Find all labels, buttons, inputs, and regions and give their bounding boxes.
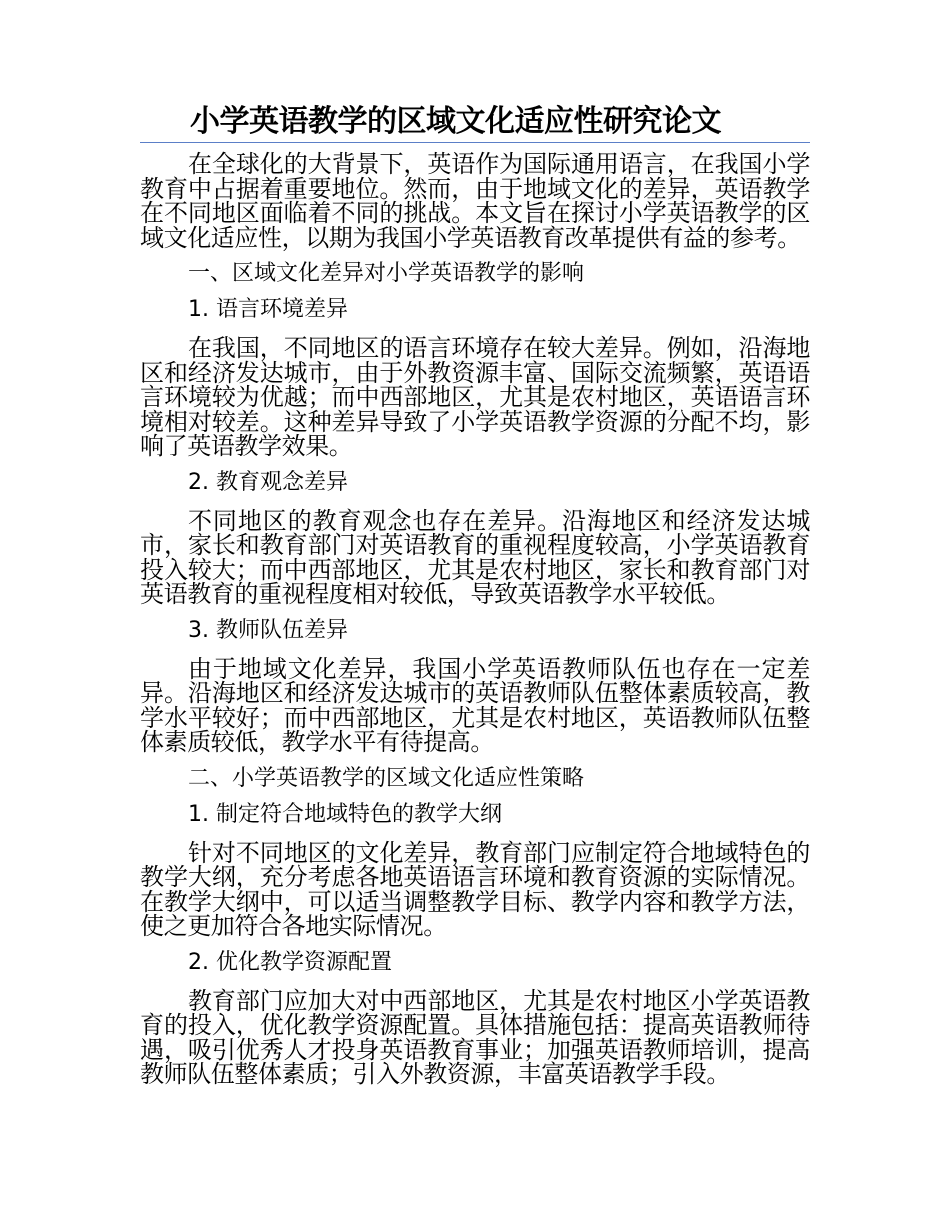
section-1-item-1-heading: 1. 语言环境差异 — [188, 297, 348, 322]
title-underline — [140, 142, 810, 143]
section-1-item-2-heading: 2. 教育观念差异 — [188, 469, 348, 495]
intro-paragraph: 在全球化的大背景下，英语作为国际通用语言，在我国小学教育中占据着重要地位。然而，由于地域文化的差异，英语教学在不同地区面临着不同的挑战。本文旨在探讨小学英语教学的区域文化适应性，以期为我国小学英语教育改革提供有益的参考。 — [140, 150, 810, 252]
title-block — [140, 104, 810, 144]
section-1-item-2-paragraph: 不同地区的教育观念也存在差异。沿海地区和经济发达城市，家长和教育部门对英语教育的重视程度较高，小学英语教育投入较大；而中西部地区，尤其是农村地区，家长和教育部门对英语教育的重视程度相对较低，导致英语教学水平较低。 — [140, 506, 810, 608]
section-2-item-1-paragraph: 针对不同地区的文化差异，教育部门应制定符合地域特色的教学大纲，充分考虑各地英语语言环境和教育资源的实际情况。在教学大纲中，可以适当调整教学目标、教学内容和教学方法，使之更加符合各地实际情况。 — [140, 838, 810, 940]
section-2-item-1-heading: 1. 制定符合地域特色的教学大纲 — [188, 801, 502, 827]
section-1-item-3-heading: 3. 教师队伍差异 — [188, 617, 348, 643]
section-1-item-3-paragraph: 由于地域文化差异，我国小学英语教师队伍也存在一定差异。沿海地区和经济发达城市的英语教师队伍整体素质较高，教学水平较好；而中西部地区，尤其是农村地区，英语教师队伍整体素质较低，教学水平有待提高。 — [140, 654, 810, 756]
section-1-heading: 一、区域文化差异对小学英语教学的影响 — [188, 261, 585, 286]
section-1-item-1-paragraph: 在我国，不同地区的语言环境存在较大差异。例如，沿海地区和经济发达城市，由于外教资源丰富、国际交流频繁，英语语言环境较为优越；而中西部地区，尤其是农村地区，英语语言环境相对较差。这种差异导致了小学英语教学资源的分配不均，影响了英语教学效果。 — [140, 334, 810, 460]
document-body — [140, 152, 810, 1087]
section-2-heading: 二、小学英语教学的区域文化适应性策略 — [188, 765, 585, 791]
section-2-item-2-paragraph: 教育部门应加大对中西部地区，尤其是农村地区小学英语教育的投入，优化教学资源配置。具体措施包括：提高英语教师待遇，吸引优秀人才投身英语教育事业；加强英语教师培训，提高教师队伍整体素质；引入外教资源，丰富英语教学手段。 — [140, 986, 810, 1088]
page-title: 小学英语教学的区域文化适应性研究论文 — [190, 104, 721, 139]
section-2-item-2-heading: 2. 优化教学资源配置 — [188, 949, 392, 975]
